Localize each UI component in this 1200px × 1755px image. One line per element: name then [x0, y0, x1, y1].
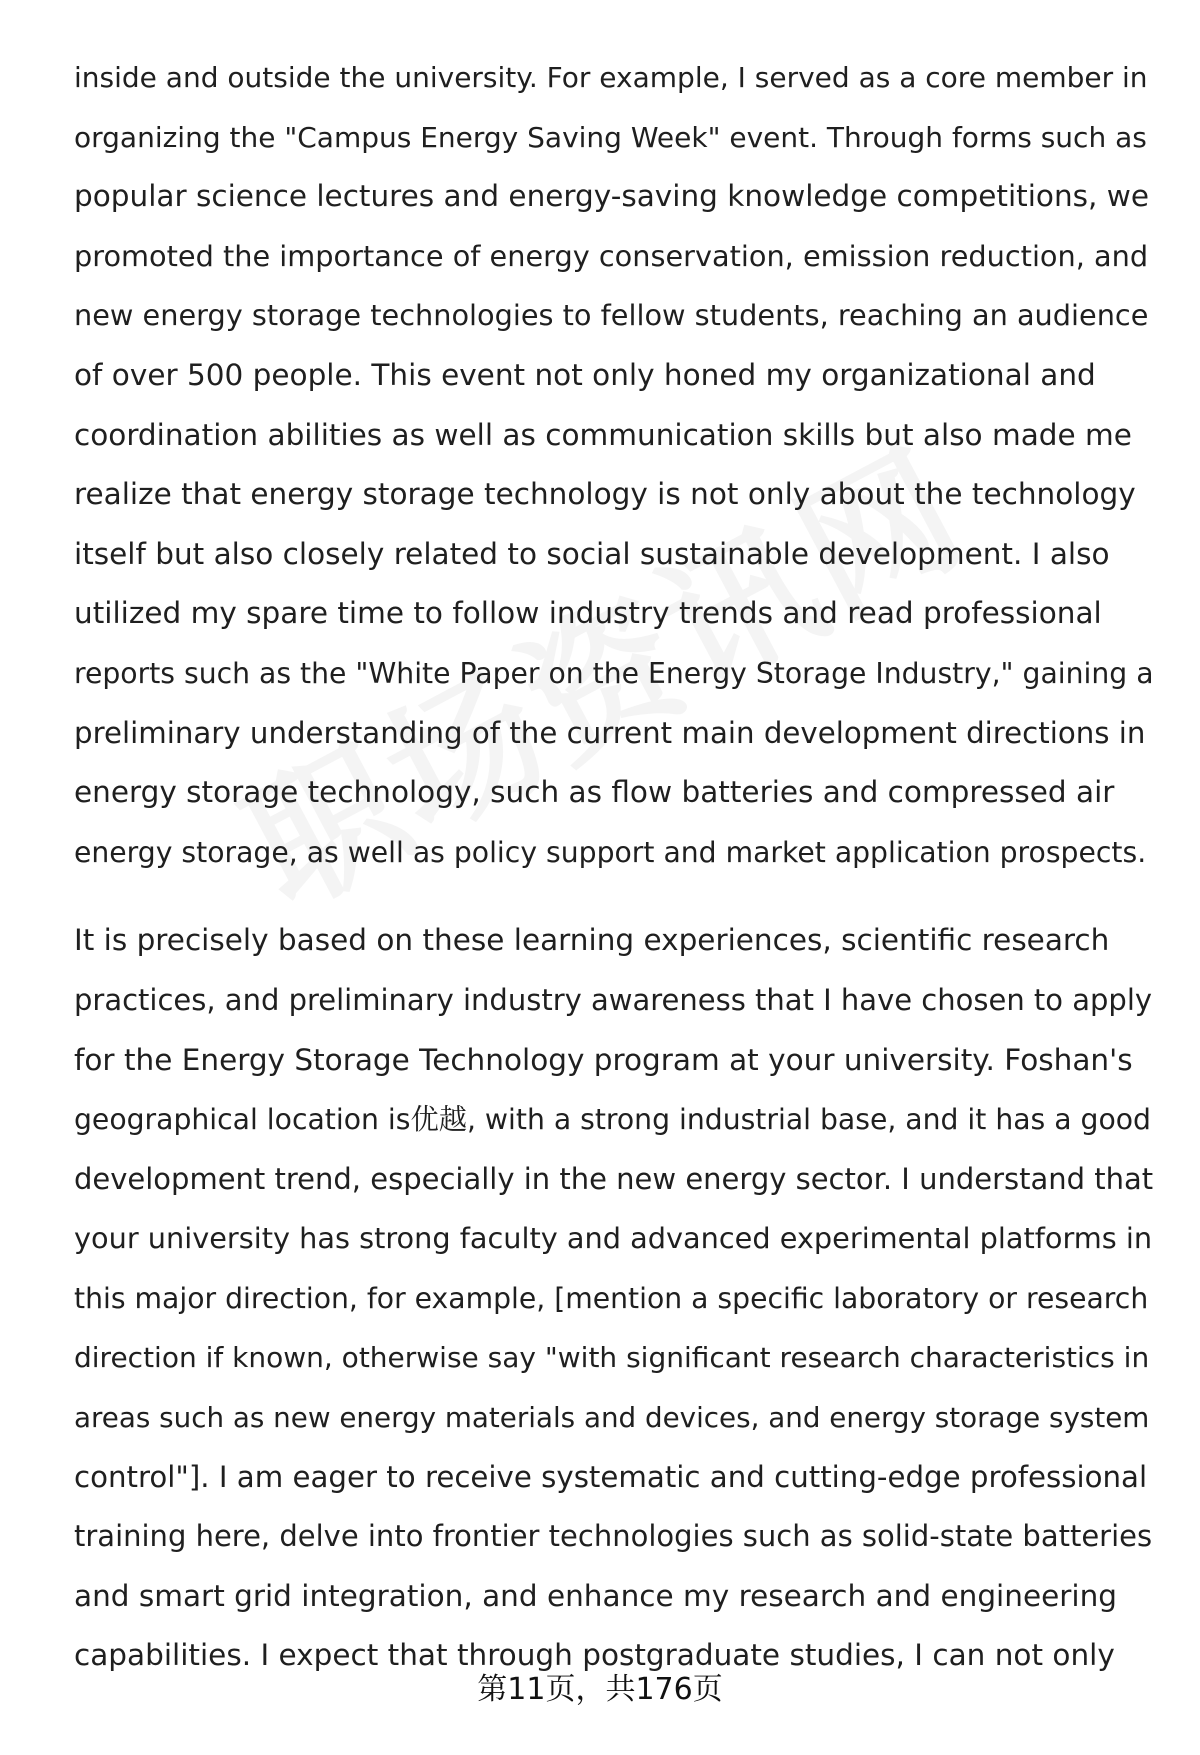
text-line: coordination abilities as well as communication skills but also made me	[74, 417, 1132, 452]
text-line: preliminary understanding of the current main development directions in	[74, 715, 1146, 750]
text-line: of over 500 people. This event not only honed my organizational and	[74, 357, 1096, 392]
text-line: practices, and preliminary industry awareness that I have chosen to apply	[74, 982, 1153, 1017]
paragraph-spacer	[74, 882, 1154, 911]
text-line: inside and outside the university. For example, I served as a core member in	[74, 61, 1148, 94]
page-number: 第11页，共176页	[477, 1672, 723, 1707]
text-line: your university has strong faculty and advanced experimental platforms in	[74, 1221, 1153, 1256]
text-line: itself but also closely related to social sustainable development. I also	[74, 536, 1110, 571]
text-line: and smart grid integration, and enhance my research and engineering	[74, 1578, 1117, 1613]
body-text	[74, 48, 1154, 1686]
text-line: new energy storage technologies to fellow students, reaching an audience	[74, 298, 1149, 333]
text-line: utilized my spare time to follow industry trends and read professional	[74, 596, 1102, 631]
text-line: development trend, especially in the new energy sector. I understand that	[74, 1161, 1154, 1196]
text-line: popular science lectures and energy-saving knowledge competitions, we	[74, 179, 1150, 214]
text-line: energy storage technology, such as flow batteries and compressed air	[74, 775, 1115, 810]
text-line: capabilities. I expect that through postgraduate studies, I can not only	[74, 1638, 1115, 1673]
paragraph-1	[74, 48, 1154, 882]
text-line: for the Energy Storage Technology program at your university. Foshan's	[74, 1042, 1133, 1077]
text-line: promoted the importance of energy conservation, emission reduction, and	[74, 238, 1149, 273]
text-line: realize that energy storage technology is not only about the technology	[74, 477, 1136, 512]
text-line: reports such as the "White Paper on the Energy Storage Industry," gaining a	[74, 656, 1154, 690]
text-line: geographical location is优越, with a strong industrial base, and it has a good	[74, 1103, 1151, 1137]
text-line: control"]. I am eager to receive systematic and cutting-edge professional	[74, 1459, 1148, 1494]
text-line: this major direction, for example, [mention a specific laboratory or research	[74, 1281, 1149, 1315]
text-line: It is precisely based on these learning experiences, scientific research	[74, 923, 1110, 958]
text-line: energy storage, as well as policy support and market application prospects.	[74, 835, 1147, 869]
text-line: organizing the "Campus Energy Saving Week" event. Through forms such as	[74, 120, 1147, 154]
text-line: areas such as new energy materials and devices, and energy storage system	[74, 1401, 1150, 1435]
text-line: training here, delve into frontier technologies such as solid-state batteries	[74, 1519, 1153, 1554]
paragraph-2	[74, 911, 1154, 1686]
text-line: direction if known, otherwise say "with significant research characteristics in	[74, 1341, 1150, 1375]
